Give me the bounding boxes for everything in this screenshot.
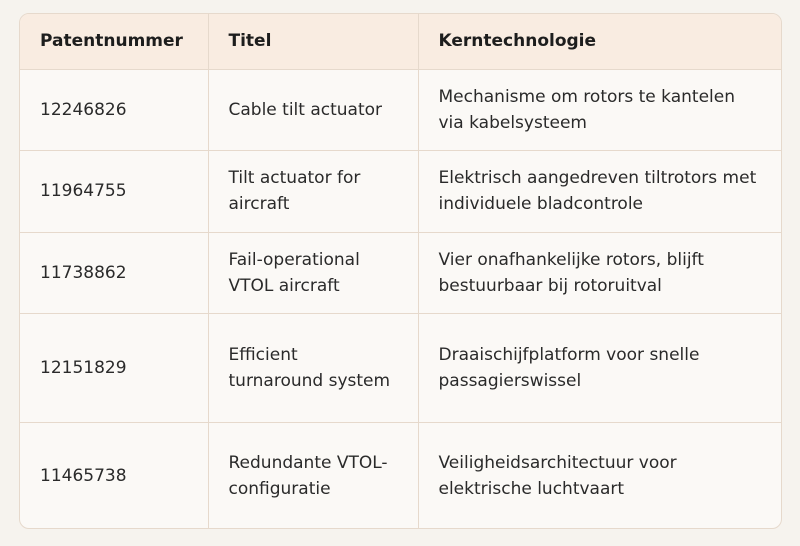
table-row xyxy=(20,150,781,232)
column-header-titel: Titel xyxy=(208,14,418,69)
cell-kerntechnologie: Veiligheidsarchitectuur voor elektrische luchtvaart xyxy=(438,452,677,499)
column-header-patentnummer: Patentnummer xyxy=(20,14,208,69)
cell-kerntechnologie: Mechanisme om rotors te kantelen via kabelsysteem xyxy=(418,69,781,150)
cell-patentnummer: 11738862 xyxy=(20,232,208,313)
table-row xyxy=(20,232,781,313)
header-row xyxy=(20,14,781,69)
table-row xyxy=(20,313,781,422)
cell-titel: Cable tilt actuator xyxy=(208,69,418,150)
cell-titel: Tilt actuator for aircraft xyxy=(208,150,418,232)
cell-titel: Fail-operational VTOL aircraft xyxy=(208,232,418,313)
patent-table-card xyxy=(19,13,782,529)
table-row xyxy=(20,69,781,150)
cell-patentnummer: 12246826 xyxy=(20,69,208,150)
cell-kerntechnologie: Elektrisch aangedreven tiltrotors met individuele bladcontrole xyxy=(418,150,781,232)
cell-titel: Efficient turnaround system xyxy=(208,313,418,422)
cell-patentnummer: 12151829 xyxy=(20,313,208,422)
cell-patentnummer: 11964755 xyxy=(20,150,208,232)
cell-patentnummer: 11465738 xyxy=(20,422,208,529)
table-row xyxy=(20,422,781,529)
column-header-kerntechnologie: Kerntechnologie xyxy=(418,14,781,69)
cell-titel: Redundante VTOL-configuratie xyxy=(208,422,418,529)
patent-table xyxy=(20,14,781,529)
table-body xyxy=(20,69,781,529)
cell-kerntechnologie: Draaischijfplatform voor snelle passagierswissel xyxy=(418,313,781,422)
cell-kerntechnologie: Vier onafhankelijke rotors, blijft bestuurbaar bij rotoruitval xyxy=(418,232,781,313)
table-header xyxy=(20,14,781,69)
